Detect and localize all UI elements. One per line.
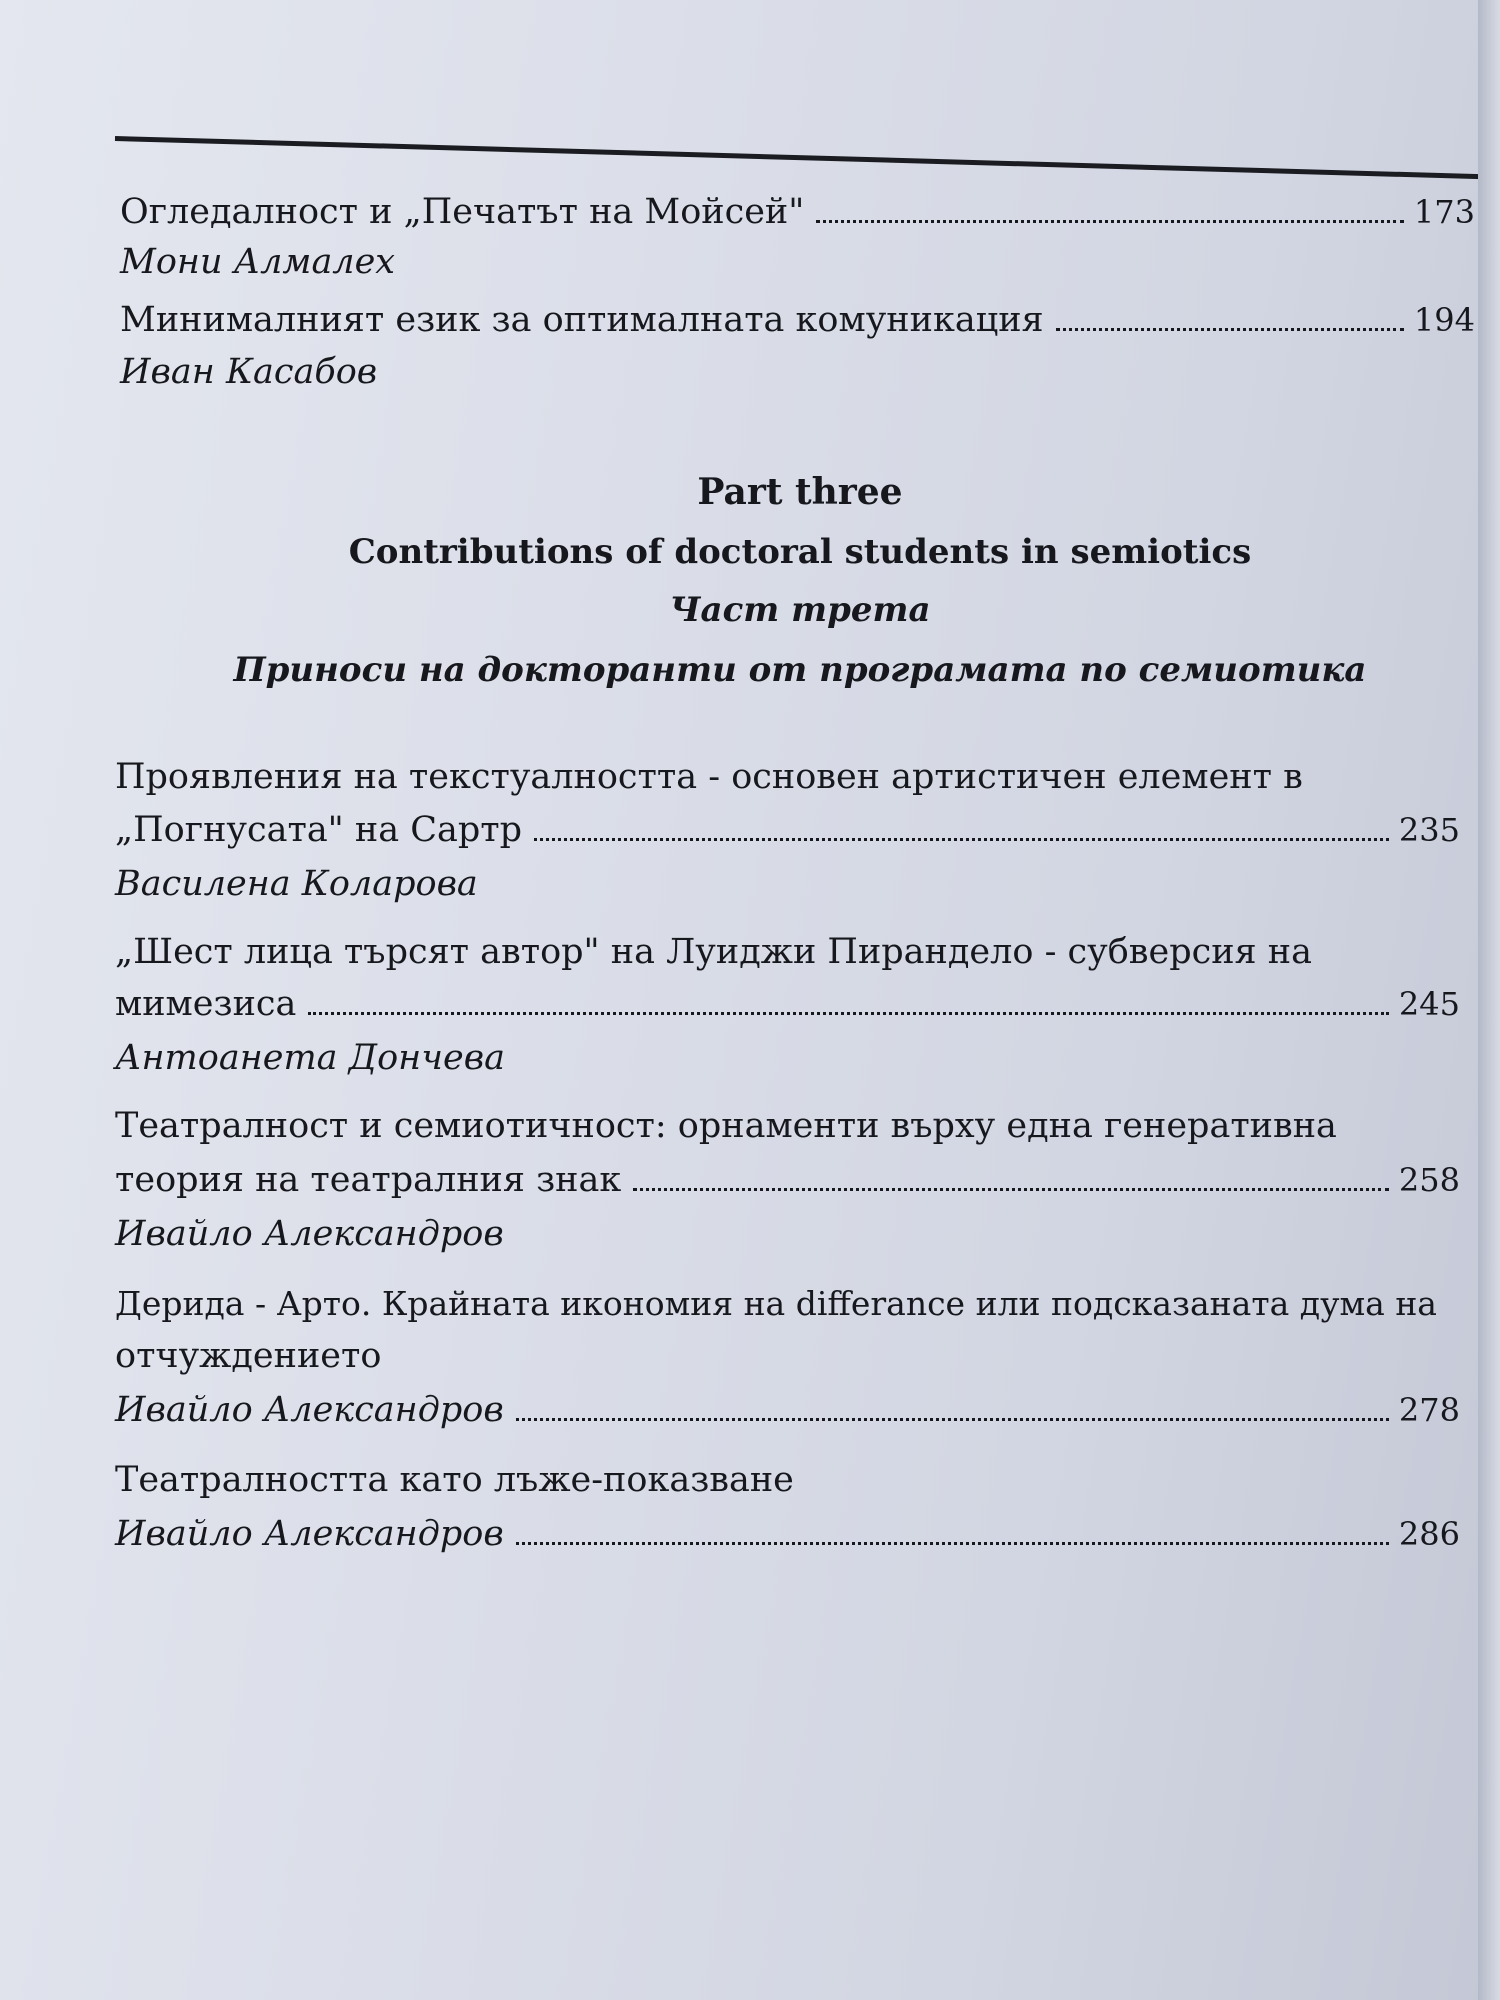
- toc-entry-author: Ивайло Александров: [115, 1214, 504, 1254]
- part-subheading-en: Contributions of doctoral students in semiotics: [348, 532, 1252, 572]
- page-number: 235: [1398, 811, 1460, 849]
- toc-entry-title: Проявления на текстуалността - основен артистичен елемент в: [115, 757, 1303, 797]
- dot-leader: [1056, 328, 1404, 331]
- part-heading-en: Part three: [697, 471, 903, 513]
- page-number: 194: [1413, 301, 1475, 339]
- toc-entry-title: отчуждението: [115, 1336, 382, 1376]
- part-subheading-bg: Приноси на докторанти от програмата по семиотика: [233, 650, 1367, 690]
- dot-leader: [633, 1188, 1389, 1191]
- page-number: 245: [1398, 985, 1460, 1023]
- toc-entry-title: теория на театралния знак 258: [115, 1160, 1460, 1200]
- toc-entry-title: Дерида - Арто. Крайната икономия на differance или подсказаната дума на: [115, 1284, 1437, 1323]
- page-number: 258: [1398, 1161, 1460, 1199]
- toc-entry-author: Ивайло Александров 286: [115, 1514, 1460, 1554]
- toc-entry-author: Мони Алмалех: [120, 242, 396, 282]
- dot-leader: [516, 1542, 1389, 1545]
- toc-entry-title: „Шест лица търсят автор" на Луиджи Пирандело - субверсия на: [115, 932, 1312, 972]
- toc-entry-title: мимезиса 245: [115, 984, 1460, 1024]
- toc-entry-author: Ивайло Александров 278: [115, 1390, 1460, 1430]
- toc-entry-title: Огледалност и „Печатът на Мойсей" 173: [120, 192, 1475, 232]
- dot-leader: [534, 838, 1389, 841]
- toc-entry-title: „Погнусата" на Сартр 235: [115, 810, 1460, 850]
- dot-leader: [816, 220, 1404, 223]
- part-heading-bg: Част трета: [669, 590, 931, 630]
- dot-leader: [516, 1418, 1389, 1421]
- toc-entry-author: Иван Касабов: [120, 352, 378, 392]
- toc-entry-author: Василена Коларова: [115, 864, 478, 904]
- page-number: 173: [1413, 193, 1475, 231]
- toc-entry-title: Минималният език за оптималната комуникация 194: [120, 300, 1475, 340]
- dot-leader: [308, 1012, 1389, 1015]
- toc-entry-title: Театралността като лъже-показване: [115, 1460, 794, 1500]
- page-number: 286: [1398, 1515, 1460, 1553]
- toc-entry-title: Театралност и семиотичност: орнаменти върху една генеративна: [115, 1106, 1337, 1146]
- page-number: 278: [1398, 1391, 1460, 1429]
- toc-entry-author: Антоанета Дончева: [115, 1038, 505, 1078]
